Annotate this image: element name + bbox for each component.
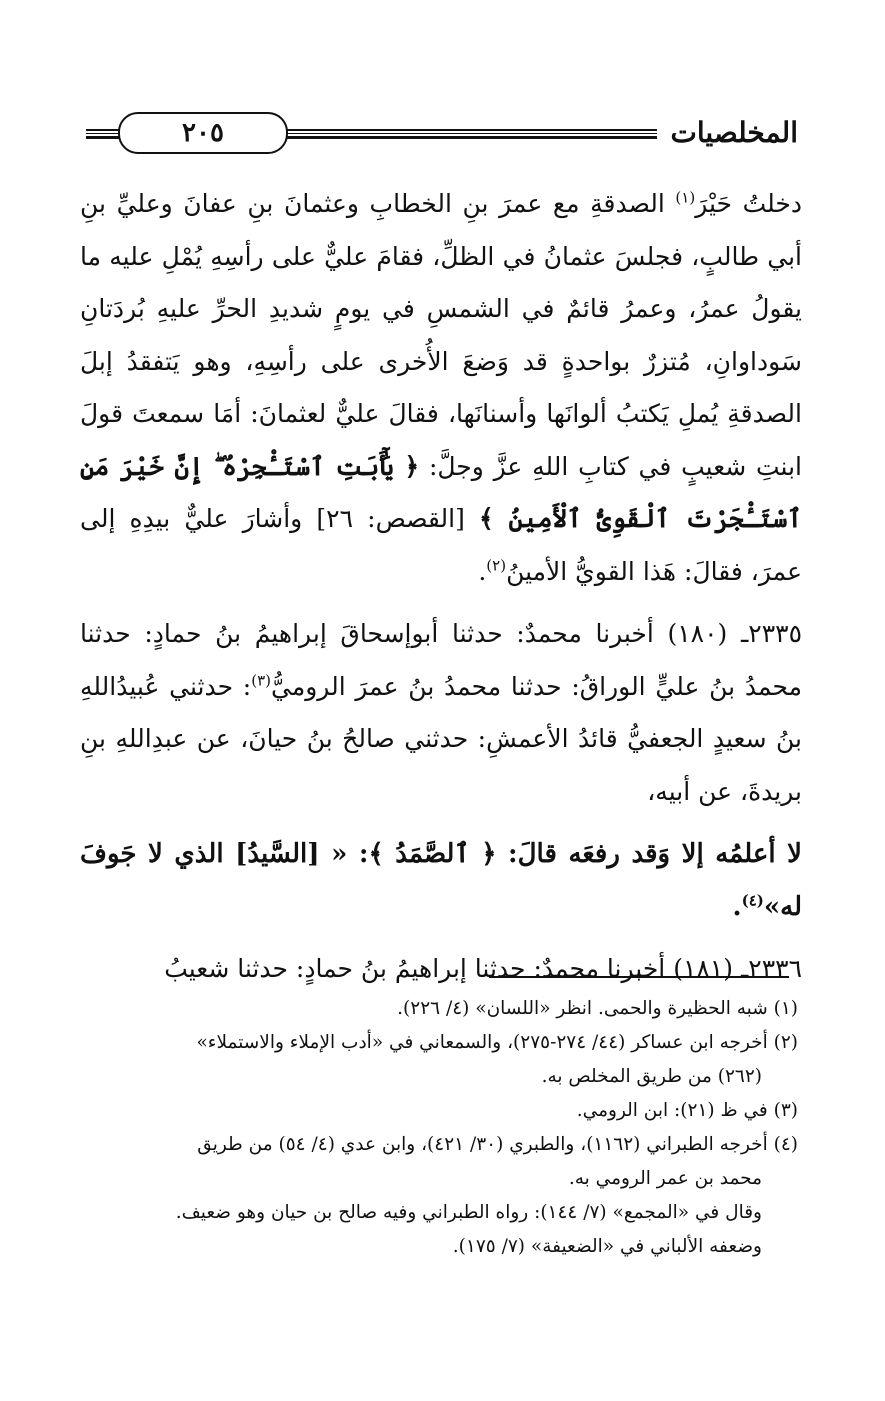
text-span: [القصص: ٢٦] وأشارَ عليٌّ بيدِهِ إلى عمرَ، فقالَ: هَذا القويُّ الأمينُ <box>80 504 802 586</box>
footnote-line: وقال في «المجمع» (٧/ ١٤٤): رواه الطبراني وفيه صالح بن حيان وهو ضعيف. <box>175 1202 762 1223</box>
text-span: : « [السَّيدُ] الذي لا جَوفَ له» <box>80 839 802 922</box>
footnote-line: (٢٦٢) من طريق المخلص به. <box>541 1066 762 1087</box>
footnote-separator <box>489 976 789 978</box>
footnote-ref-2: (٢) <box>486 556 507 575</box>
text-span: . <box>478 556 487 586</box>
footnotes <box>80 992 798 1264</box>
page-header <box>86 112 798 156</box>
footnote-ref-1: (١) <box>675 188 696 207</box>
text-span: . <box>732 891 742 922</box>
footnote-ref-4: (٤) <box>741 890 764 909</box>
quran-verse: ﴿ ٱلصَّمَدُ ﴾ <box>368 839 497 869</box>
text-span: ٢٣٣٥ـ (١٨٠) أخبرنا محمدٌ: حدثنا أبوإسحاقَ إبراهيمُ بنُ حمادٍ: حدثنا محمدُ بنُ عليٍّ الوراقُ: حدثنا محمدُ بنُ عمرَ الروميُّ <box>80 619 802 701</box>
footnote-line: (٢) أخرجه ابن عساكر (٤٤/ ٢٧٤-٢٧٥)، والسمعاني في «أدب الإملاء والاستملاء» <box>196 1032 798 1053</box>
footnote-ref-3: (٣) <box>251 671 271 690</box>
text-span: لا أعلمُه إلا وَقد رفعَه قالَ: <box>496 839 802 869</box>
paragraph-2-hadith-2335 <box>80 608 802 818</box>
main-text <box>80 178 802 996</box>
footnote-line: (١) شبه الحظيرة والحمى. انظر «اللسان» (٤/ ٢٢٦). <box>397 998 798 1019</box>
text-span: : حدثني عُبيدُاللهِ بنُ سعيدٍ الجعفيُّ قائدُ الأعمشِ: حدثني صالحُ بنُ حيانَ، عن عبدِاللهِ بنِ بريدةَ، عن أبيه، <box>80 671 802 806</box>
text-span: دخلتُ حَيْرَ <box>695 189 802 218</box>
footnote-line: وضعفه الألباني في «الضعيفة» (٧/ ١٧٥). <box>452 1236 762 1257</box>
footnote-line: (٤) أخرجه الطبراني (١١٦٢)، والطبري (٣٠/ ٤٢١)، وابن عدي (٤/ ٥٤) من طريق <box>197 1134 798 1155</box>
footnote-line: محمد بن عمر الرومي به. <box>568 1168 762 1189</box>
paragraph-4-hadith-2336 <box>80 943 802 996</box>
text-span: الصدقةِ مع عمرَ بنِ الخطابِ وعثمانَ بنِ عفانَ وعليِّ بنِ أبي طالبٍ، فجلسَ عثمانُ في الظلِّ، فقامَ عليٌّ على رأسِهِ يُمْلِ عليه ما يقولُ عمرُ، وعمرُ قائمٌ في الشمسِ في يومٍ شديدِ الحرِّ عليهِ بُردَتانِ سَوداوانِ، مُتزرٌ بواحدةٍ قد وَضعَ الأُخرى على رأسِهِ، وهو يَتفقدُ إبلَ الصدقةِ يُملِ يَكتبُ ألوانَها وأسنانَها، فقالَ عليٌّ لعثمانَ: أمَا سمعتَ قولَ ابنتِ شعيبٍ في كتابِ اللهِ عزَّ وجلَّ: <box>80 189 803 481</box>
quran-verse: ﴿ يَٰٓأَبَتِ ٱسْتَـْٔجِرْهُ ۖ إِنَّ خَيْرَ مَنِ ٱسْتَـْٔجَرْتَ ٱلْقَوِىُّ ٱلْأَمِينُ ﴾ <box>80 451 802 533</box>
page-number: ٢٠٥ <box>118 112 288 154</box>
footnote-line: (٣) في ظ (٢١): ابن الرومي. <box>576 1100 798 1121</box>
paragraph-1 <box>80 178 802 598</box>
text-span: ٢٣٣٦ـ (١٨١) أخبرنا محمدٌ: حدثنا إبراهيمُ بنُ حمادٍ: حدثنا شعيبُ <box>164 954 802 983</box>
paragraph-3-matn <box>80 828 802 933</box>
running-title: المخلصيات <box>657 114 798 152</box>
